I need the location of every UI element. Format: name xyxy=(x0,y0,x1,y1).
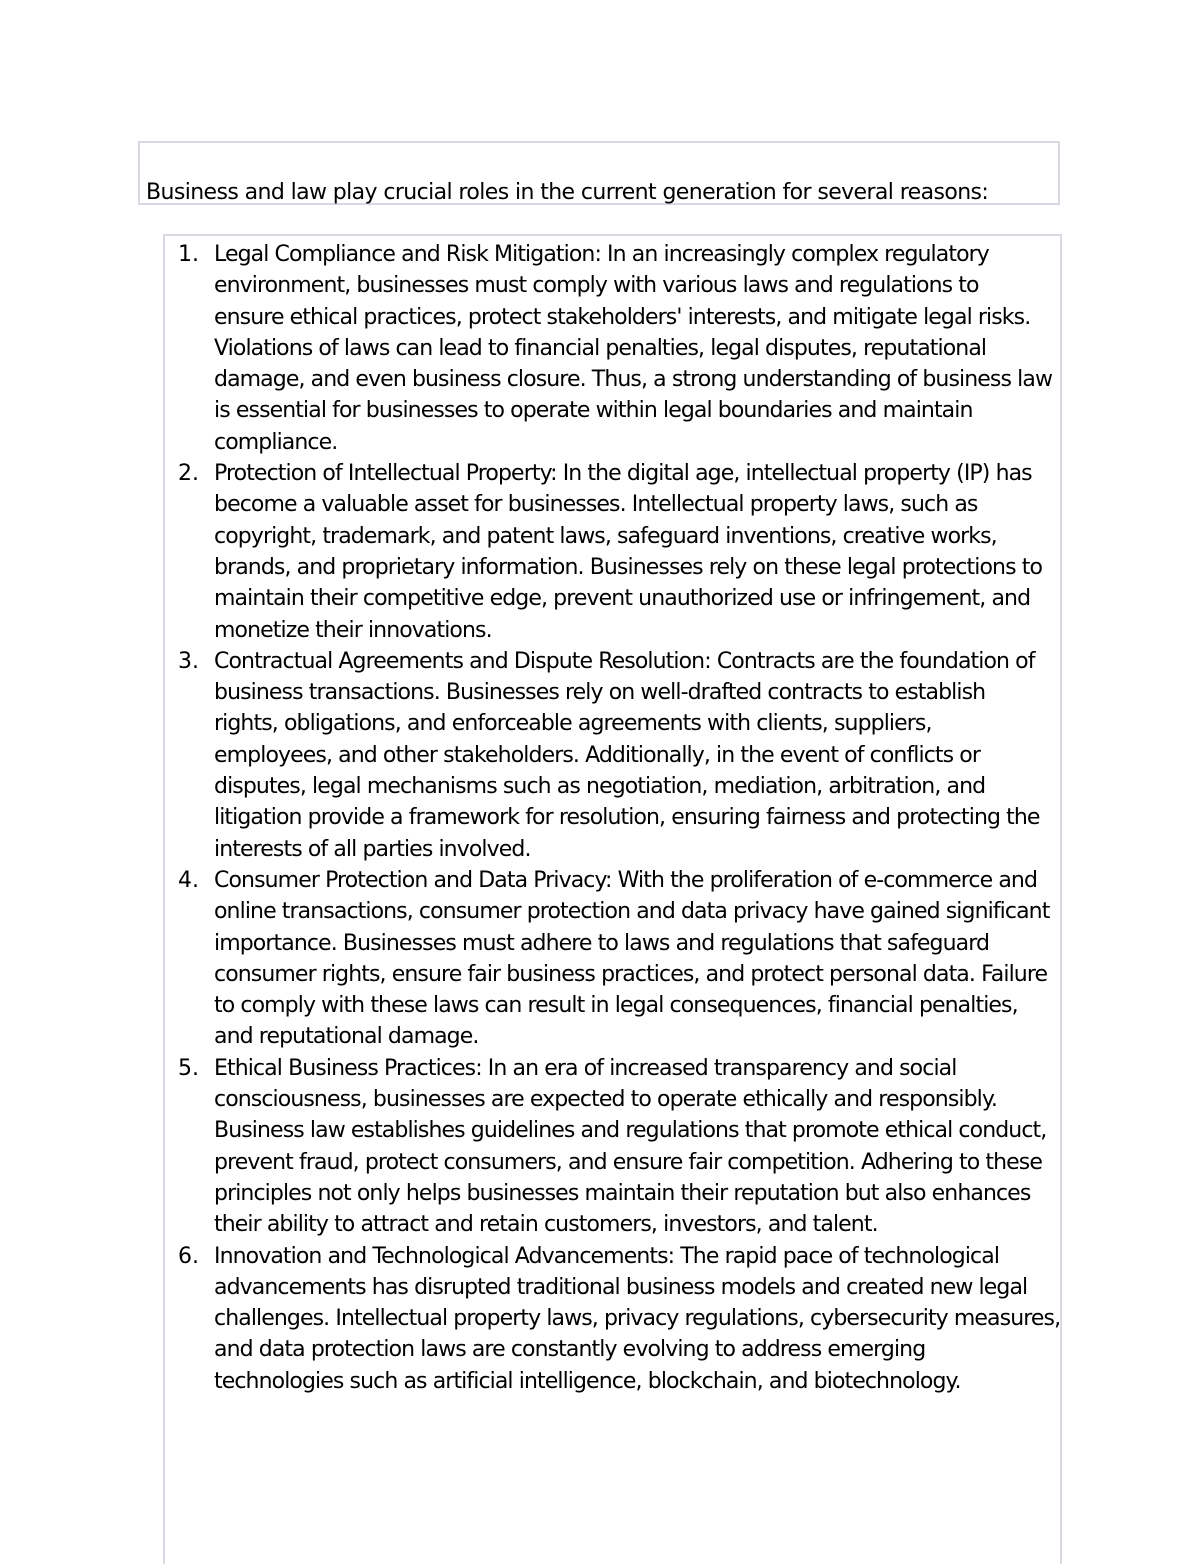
list-item-text-line: principles not only helps businesses maintain their reputation but also enhances xyxy=(214,1180,1031,1206)
list-item-text-line: maintain their competitive edge, prevent unauthorized use or infringement, and xyxy=(214,586,1031,612)
list-item-text-line: business transactions. Businesses rely on well-drafted contracts to establish xyxy=(214,680,986,706)
list-item-text-line: Violations of laws can lead to financial penalties, legal disputes, reputational xyxy=(214,335,987,361)
list-item-text-line: online transactions, consumer protection and data privacy have gained significant xyxy=(214,899,1050,925)
list-item-text-line: compliance. xyxy=(214,429,338,455)
list-item-text-line: Legal Compliance and Risk Mitigation: In an increasingly complex regulatory xyxy=(214,242,989,267)
list-item-text-line: technologies such as artificial intelligence, blockchain, and biotechnology. xyxy=(214,1368,961,1394)
list-item xyxy=(165,646,1060,865)
numbered-list-box xyxy=(163,234,1062,1564)
list-item-text-line: become a valuable asset for businesses. Intellectual property laws, such as xyxy=(214,492,978,518)
list-item xyxy=(165,1053,1060,1241)
list-item-text-line: disputes, legal mechanisms such as negotiation, mediation, arbitration, and xyxy=(214,774,986,800)
list-item-text-line: and data protection laws are constantly evolving to address emerging xyxy=(214,1337,926,1363)
list-item-text-line: brands, and proprietary information. Businesses rely on these legal protections to xyxy=(214,554,1043,580)
list-item-number: 2. xyxy=(178,461,199,487)
list-item-number: 3. xyxy=(178,648,199,674)
list-item xyxy=(165,458,1060,646)
list-item xyxy=(165,1241,1060,1397)
list-item-number: 1. xyxy=(178,242,199,267)
list-item-text-line: copyright, trademark, and patent laws, safeguard inventions, creative works, xyxy=(214,523,997,549)
list-item-number: 5. xyxy=(178,1055,199,1081)
list-item-text-line: ensure ethical practices, protect stakeholders' interests, and mitigate legal risks. xyxy=(214,304,1031,330)
list-item-text-line: challenges. Intellectual property laws, privacy regulations, cybersecurity measures, xyxy=(214,1306,1061,1332)
list-item-text-line: to comply with these laws can result in legal consequences, financial penalties, xyxy=(214,993,1018,1019)
list-item-text-line: is essential for businesses to operate within legal boundaries and maintain xyxy=(214,398,973,424)
list-item-text-line: prevent fraud, protect consumers, and ensure fair competition. Adhering to these xyxy=(214,1149,1043,1175)
list-item-text-line: employees, and other stakeholders. Additionally, in the event of conflicts or xyxy=(214,742,981,768)
list-item-text-line: environment, businesses must comply with various laws and regulations to xyxy=(214,273,979,299)
list-item-number: 4. xyxy=(178,867,199,893)
intro-box xyxy=(138,141,1060,205)
list-item-text-line: litigation provide a framework for resolution, ensuring fairness and protecting the xyxy=(214,805,1040,831)
list-item-text-line: and reputational damage. xyxy=(214,1024,479,1050)
list-item-text-line: rights, obligations, and enforceable agreements with clients, suppliers, xyxy=(214,711,932,737)
list-item-text-line: Business law establishes guidelines and regulations that promote ethical conduct, xyxy=(214,1118,1047,1144)
list-item-text-line: monetize their innovations. xyxy=(214,617,492,643)
list-item-text-line: Innovation and Technological Advancements: The rapid pace of technological xyxy=(214,1243,1000,1269)
list-item-text-line: Protection of Intellectual Property: In the digital age, intellectual property (IP) has xyxy=(214,461,1032,487)
list-item-text-line: Ethical Business Practices: In an era of increased transparency and social xyxy=(214,1055,957,1081)
list-item xyxy=(165,865,1060,1053)
list-item-text-line: their ability to attract and retain customers, investors, and talent. xyxy=(214,1212,878,1238)
list-item-text-line: interests of all parties involved. xyxy=(214,836,531,862)
list-item-text-line: advancements has disrupted traditional business models and created new legal xyxy=(214,1274,1028,1300)
intro-text: Business and law play crucial roles in the current generation for several reasons: xyxy=(146,180,989,205)
list-item-text-line: Consumer Protection and Data Privacy: With the proliferation of e-commerce and xyxy=(214,867,1038,893)
list-item-text-line: importance. Businesses must adhere to laws and regulations that safeguard xyxy=(214,930,990,956)
list-item-text-line: consumer rights, ensure fair business practices, and protect personal data. Failure xyxy=(214,961,1048,987)
list-item-text-line: Contractual Agreements and Dispute Resolution: Contracts are the foundation of xyxy=(214,648,1035,674)
list-item-text-line: damage, and even business closure. Thus, a strong understanding of business law xyxy=(214,367,1053,393)
list-item-text-line: consciousness, businesses are expected to operate ethically and responsibly. xyxy=(214,1087,997,1113)
list-item-number: 6. xyxy=(178,1243,199,1269)
numbered-list xyxy=(165,236,1060,1397)
list-item xyxy=(165,236,1060,458)
